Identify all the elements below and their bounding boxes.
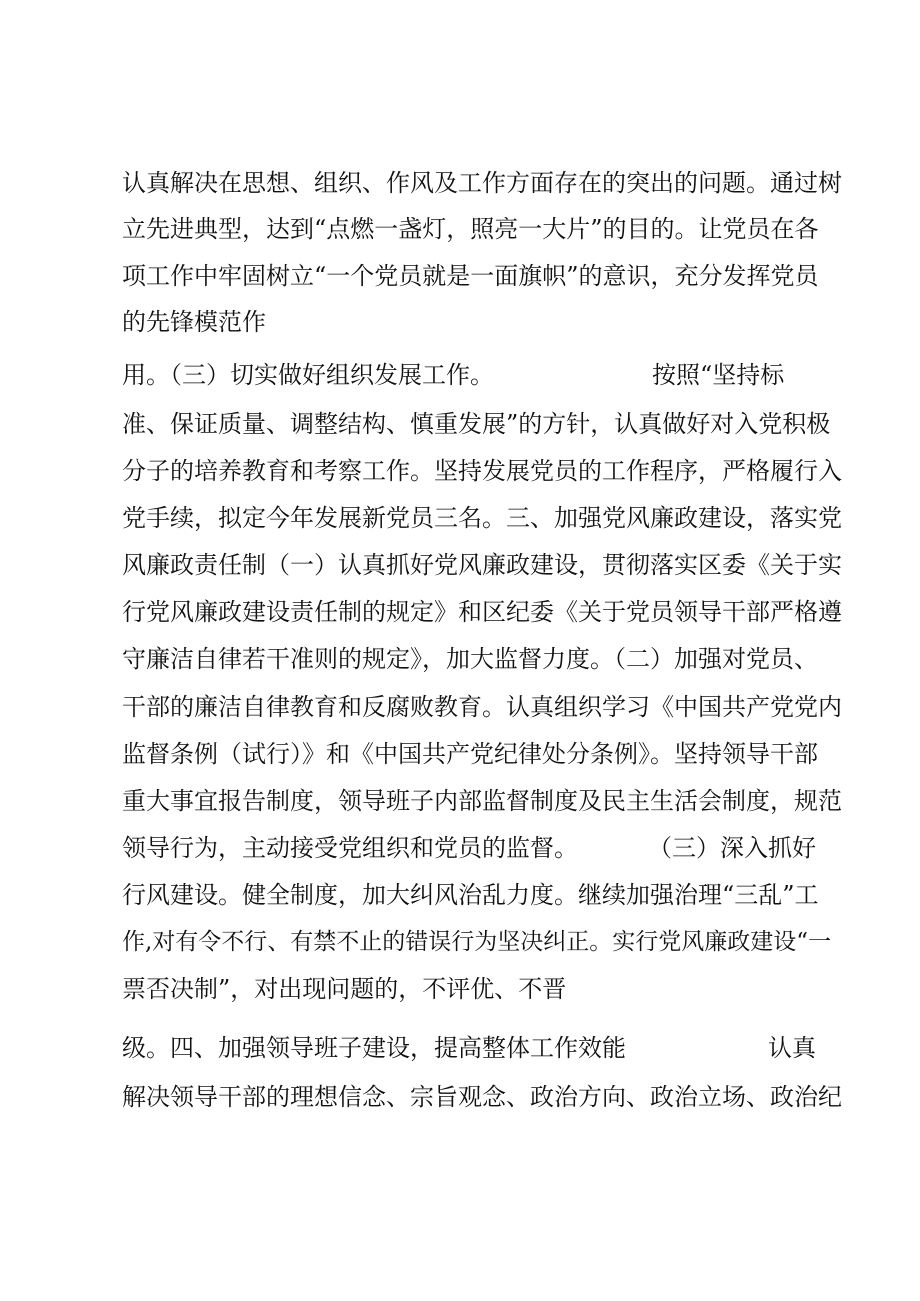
text-line: 守廉洁自律若干准则的规定》，加大监督力度。（二）加强对党员、 — [122, 645, 818, 673]
text-line: 认真解决在思想、组织、作风及工作方面存在的突出的问题。通过树 — [122, 169, 842, 197]
text-line: 作,对有令不行、有禁不止的错误行为坚决纠正。实行党风廉政建设“一 — [122, 929, 832, 955]
text-line: 票否决制”，对出现问题的，不评优、不晋 — [122, 975, 567, 1003]
text-line-split — [122, 355, 816, 395]
text-line: 重大事宜报告制度，领导班子内部监督制度及民主生活会制度，规范 — [122, 787, 842, 815]
text-line-split — [122, 828, 816, 868]
text-segment: 用。（三）切实做好组织发展工作。 — [122, 361, 494, 389]
text-line: 的先锋模范作 — [122, 308, 266, 336]
text-segment: 按照“坚持标 — [652, 361, 785, 389]
text-segment: 级。四、加强领导班子建设，提高整体工作效能 — [122, 1034, 626, 1062]
text-line: 风廉政责任制（一）认真抓好党风廉政建设，贯彻落实区委《关于实 — [122, 551, 842, 579]
text-line: 分子的培养教育和考察工作。坚持发展党员的工作程序，严格履行入 — [122, 457, 842, 485]
text-line-split — [122, 1028, 816, 1068]
text-line: 项工作中牢固树立“一个党员就是一面旗帜”的意识，充分发挥党员 — [122, 262, 819, 290]
text-line: 党手续，拟定今年发展新党员三名。三、加强党风廉政建设，落实党 — [122, 504, 842, 532]
text-line: 干部的廉洁自律教育和反腐败教育。认真组织学习《中国共产党党内 — [122, 693, 842, 721]
text-segment: 领导行为，主动接受党组织和党员的监督。 — [122, 834, 578, 862]
text-line: 立先进典型，达到“点燃一盏灯，照亮一大片”的目的。让党员在各 — [122, 215, 819, 243]
text-line: 监督条例（试行）》和《中国共产党纪律处分条例》。坚持领导干部 — [122, 740, 818, 768]
text-segment: 认真 — [768, 1034, 816, 1062]
text-segment: （三）深入抓好 — [648, 834, 816, 862]
text-line: 行风建设。健全制度，加大纠风治乱力度。继续加强治理“三乱”工 — [122, 881, 819, 909]
text-line: 解决领导干部的理想信念、宗旨观念、政治方向、政治立场、政治纪 — [122, 1083, 842, 1111]
text-line: 行党风廉政建设责任制的规定》和区纪委《关于党员领导干部严格遵 — [122, 598, 842, 626]
text-line: 准、保证质量、调整结构、慎重发展”的方针，认真做好对入党积极 — [122, 410, 831, 438]
